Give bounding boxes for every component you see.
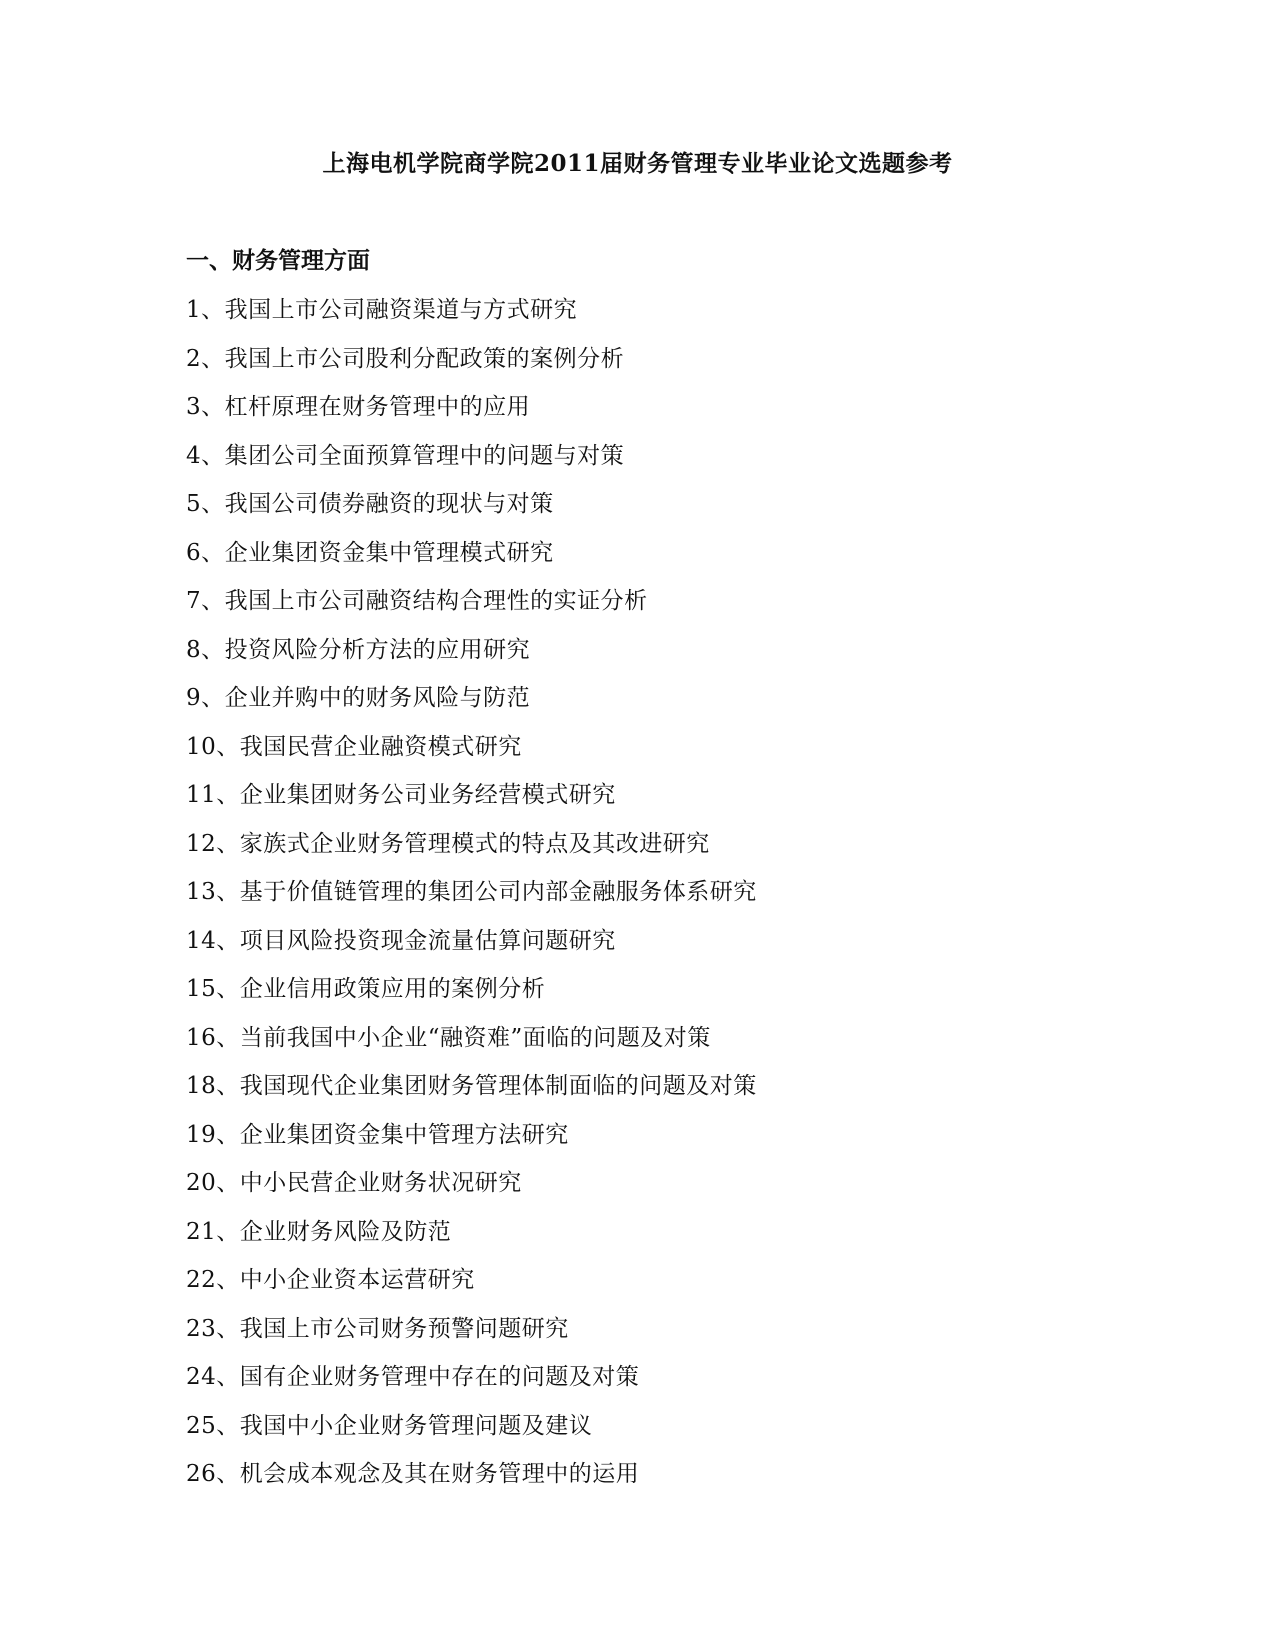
topic-item: 19、企业集团资金集中管理方法研究 (186, 1121, 569, 1148)
section-heading: 一、财务管理方面 (186, 247, 370, 274)
topic-item: 18、我国现代企业集团财务管理体制面临的问题及对策 (186, 1073, 757, 1099)
topic-item: 10、我国民营企业融资模式研究 (186, 733, 522, 760)
topic-item: 11、企业集团财务公司业务经营模式研究 (186, 782, 616, 808)
topic-item: 8、投资风险分析方法的应用研究 (186, 636, 531, 663)
topic-item: 9、企业并购中的财务风险与防范 (186, 685, 531, 711)
topic-item: 2、我国上市公司股利分配政策的案例分析 (186, 345, 625, 372)
topic-item: 4、集团公司全面预算管理中的问题与对策 (186, 442, 625, 469)
topic-item: 12、家族式企业财务管理模式的特点及其改进研究 (186, 830, 710, 857)
topic-item: 22、中小企业资本运营研究 (186, 1267, 475, 1293)
topic-item: 26、机会成本观念及其在财务管理中的运用 (186, 1461, 640, 1487)
topic-item: 16、当前我国中小企业“融资难”面临的问题及对策 (186, 1024, 711, 1051)
topic-item: 15、企业信用政策应用的案例分析 (186, 976, 546, 1002)
topic-item: 25、我国中小企业财务管理问题及建议 (186, 1412, 593, 1439)
topic-item: 14、项目风险投资现金流量估算问题研究 (186, 927, 616, 954)
topic-item: 20、中小民营企业财务状况研究 (186, 1170, 522, 1196)
topic-item: 13、基于价值链管理的集团公司内部金融服务体系研究 (186, 879, 757, 905)
topic-item: 7、我国上市公司融资结构合理性的实证分析 (186, 588, 648, 614)
topic-item: 24、国有企业财务管理中存在的问题及对策 (186, 1364, 640, 1390)
topic-item: 5、我国公司债券融资的现状与对策 (186, 491, 554, 517)
document-title: 上海电机学院商学院2011届财务管理专业毕业论文选题参考 (322, 150, 953, 177)
topic-list (186, 294, 757, 1507)
topic-item: 1、我国上市公司融资渠道与方式研究 (186, 297, 578, 323)
topic-item: 21、企业财务风险及防范 (186, 1218, 452, 1245)
topic-item: 23、我国上市公司财务预警问题研究 (186, 1315, 569, 1342)
topic-item: 6、企业集团资金集中管理模式研究 (186, 539, 554, 566)
topic-item: 3、杠杆原理在财务管理中的应用 (186, 394, 531, 420)
